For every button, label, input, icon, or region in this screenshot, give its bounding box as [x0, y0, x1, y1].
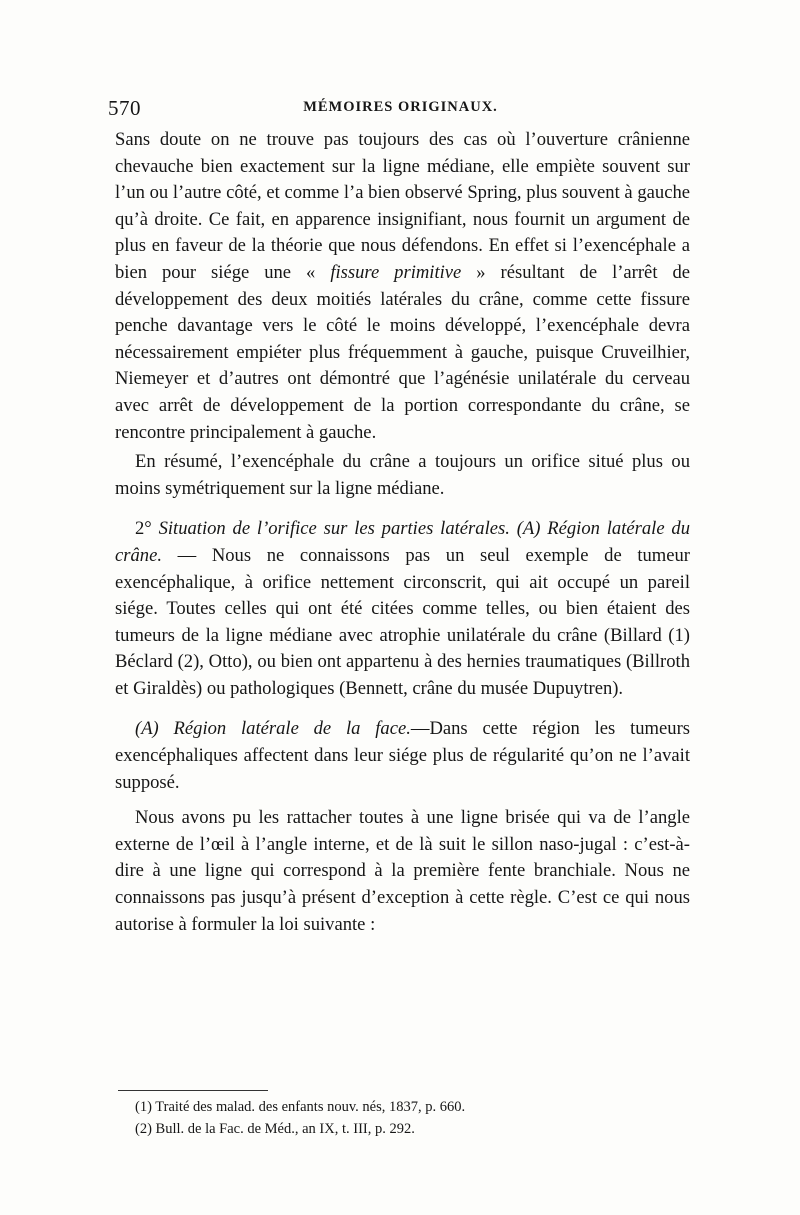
paragraph-1-italic: fissure primitive [330, 261, 462, 283]
paragraph-2: En résumé, l’exencéphale du crâne a toujours un orifice situé plus ou moins symétriquement sur la ligne médiane. [115, 451, 690, 499]
paragraph-3 [115, 516, 690, 702]
paragraph-3-heading: Situation de l’orifice sur les parties latérales. (A) Région latérale du crâne. [115, 518, 690, 566]
paragraph-1-end: » résultant de l’arrêt de développement des deux moitiés latérales du crâne, comme cette fissure penche davantage vers le côté le moins développé, l’exencéphale devra nécessairement empiéter plus fréquemment à gauche, puisque Cruveilhier, Niemeyer et d’autres ont démontré que l’agénésie unilatérale du cerveau avec arrêt de développement de la portion correspondante du crâne, se rencontre principalement à gauche. [115, 261, 691, 443]
paragraph-4-label: (A) [135, 718, 174, 740]
paragraph-1 [115, 127, 690, 446]
footnote-divider [118, 1090, 268, 1091]
paragraph-4-heading: Région latérale de la face. [173, 718, 411, 740]
paragraph-3-number: 2° [135, 518, 159, 540]
running-head: MÉMOIRES ORIGINAUX. [303, 99, 498, 115]
page-number: 570 [108, 96, 141, 120]
paragraph-4-text: —Dans cette région les tumeurs exencéphaliques affectent dans leur siége plus de régularité qu’on ne l’avait supposé. [115, 718, 690, 793]
footnotes [135, 1096, 675, 1140]
paragraph-1-text: Sans doute on ne trouve pas toujours des cas où l’ouverture crânienne chevauche bien exactement sur la ligne médiane, elle empiète souvent sur l’un ou l’autre côté, et comme l’a bien observé Spring, plus souvent à gauche qu’à droite. Ce fait, en apparence insignifiant, nous fournit un argument de plus en faveur de la théorie que nous défendons. En effet si l’exencéphale a bien pour siége une « [115, 129, 690, 283]
paragraph-5: Nous avons pu les rattacher toutes à une ligne brisée qui va de l’angle externe de l’œil à l’angle interne, et de là suit le sillon naso-jugal : c’est-à-dire à une ligne qui correspond à la première fente branchiale. Nous ne connaissons pas jusqu’à présent d’exception à cette règle. C’est ce qui nous autorise à formuler la loi suivante : [115, 807, 690, 935]
footnote-1: (1) Traité des malad. des enfants nouv. nés, 1837, p. 660. [135, 1099, 466, 1115]
footnote-2: (2) Bull. de la Fac. de Méd., an IX, t. III, p. 292. [135, 1121, 415, 1137]
page-header [108, 96, 693, 124]
body-text [115, 127, 690, 945]
paragraph-4 [115, 716, 690, 796]
paragraph-3-text: — Nous ne connaissons pas un seul exemple de tumeur exencéphalique, à orifice nettement circonscrit, qui ait occupé un pareil siége. Toutes celles qui ont été citées comme telles, ou bien étaient des tumeurs de la ligne médiane avec atrophie unilatérale du crâne (Billard (1) Béclard (2), Otto), ou bien ont appartenu à des hernies traumatiques (Billroth et Giraldès) ou pathologiques (Bennett, crâne du musée Dupuytren). [115, 544, 690, 699]
